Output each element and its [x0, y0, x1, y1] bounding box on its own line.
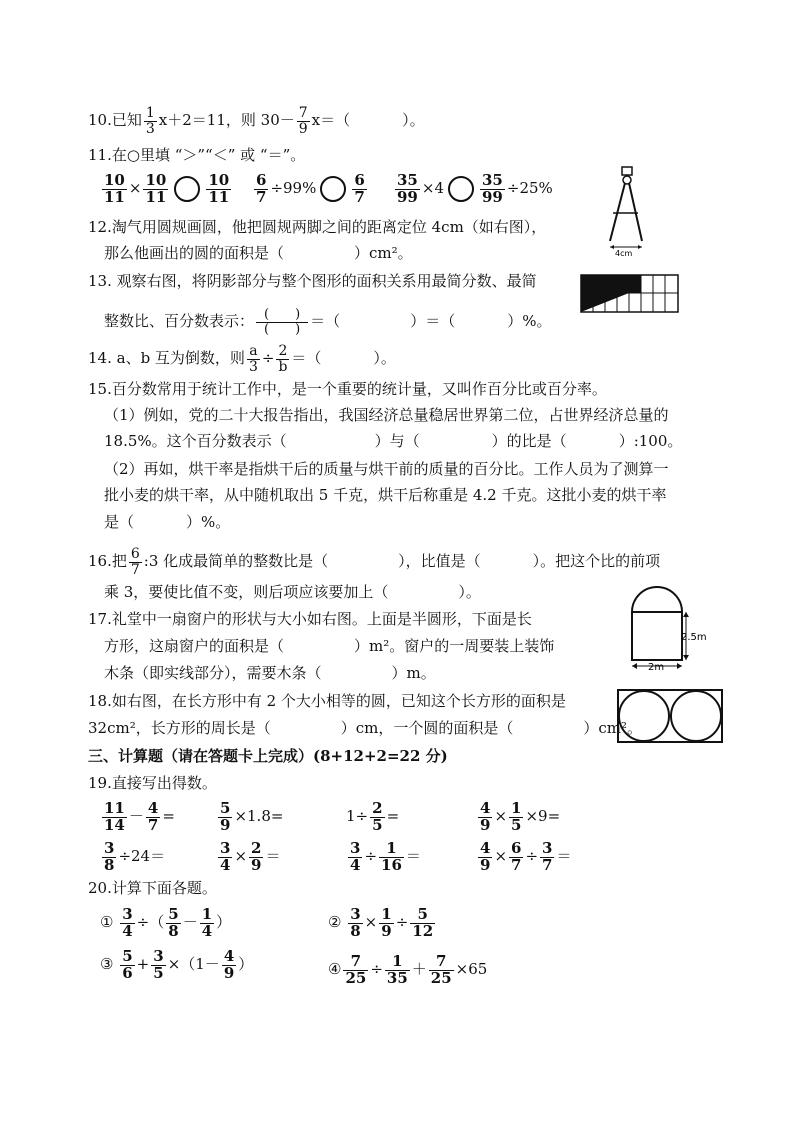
- q19-item: $\frac{3}{8}$ ÷24＝: [104, 838, 166, 874]
- question-18: 18.如右图，在长方形中有 2 个大小相等的圆，已知这个长方形的面积是: [88, 692, 566, 710]
- question-19: 19.直接写出得数。: [88, 774, 217, 792]
- q20-problem-4: ④ $\frac{7}{25}$ ÷ $\frac{1}{35}$ ＋ $\frac{7}{25}$ ×65: [328, 951, 488, 987]
- q19-item: $\frac{3}{4}$ × $\frac{2}{9}$ ＝: [220, 838, 281, 874]
- q19-item: $\frac{4}{9}$ × $\frac{6}{7}$ ÷ $\frac{3}{7}$ ＝: [480, 838, 572, 874]
- compare-circle[interactable]: [174, 176, 200, 202]
- question-14: 14. a、b 互为倒数，则 $\frac{a}{3}$ ÷ $\frac{2}{b}$ ＝（ ）。: [88, 342, 396, 375]
- q15-line2: （1）例如，党的二十大报告指出，我国经济总量稳居世界第二位，占世界经济总量的: [104, 406, 669, 424]
- q10-frac-1: $\frac{1}{3}$: [145, 105, 155, 137]
- question-16: 16.把 $\frac{6}{7}$ :3 化成最简单的整数比是（ ），比值是（ ）。把这个比的前项: [88, 545, 661, 578]
- q11-compare-a: $\frac{10}{11}$ × $\frac{10}{11}$ $\frac{10}{11}$: [104, 170, 230, 206]
- question-11: 11.在○里填 “＞”“＜” 或 “＝”。: [88, 146, 306, 164]
- q17-line3: 木条（即实线部分），需要木条（ ）m。: [104, 664, 436, 682]
- question-12: 12.淘气用圆规画圆，他把圆规两脚之间的距离定位 4cm（如右图），: [88, 218, 547, 236]
- q19-item: $\frac{3}{4}$ ÷ $\frac{1}{16}$ ＝: [350, 838, 421, 874]
- q11-compare-b: $\frac{6}{7}$ ÷99% $\frac{6}{7}$: [256, 170, 365, 206]
- q11-compare-c: $\frac{35}{99}$ ×4 $\frac{35}{99}$ ÷25%: [397, 170, 553, 206]
- q16-line2: 乘 3，要使比值不变，则后项应该要加上（ ）。: [104, 583, 481, 601]
- window-figure: [626, 582, 716, 678]
- q10-number: 10.: [88, 111, 112, 130]
- q15-line4: （2）再如，烘干率是指烘干后的质量与烘干前的质量的百分比。工作人员为了测算一: [104, 460, 669, 478]
- question-10: 10.已知 $\frac{1}{3}$ x＋2＝11，则 30－ $\frac{7}{9}$ x＝（ ）。: [88, 105, 425, 137]
- q20-problem-2: ② $\frac{3}{8}$ × $\frac{1}{9}$ ÷ $\frac{5}{12}$: [328, 904, 434, 940]
- q20-problem-1: ① $\frac{3}{4}$ ÷（ $\frac{5}{8}$ － $\frac{1}{4}$ ）: [100, 904, 232, 940]
- q17-line2: 方形，这扇窗户的面积是（ ）m²。窗户的一周要装上装饰: [104, 637, 555, 655]
- window-height-label: 2.5m: [681, 632, 707, 643]
- q19-item: $\frac{5}{9}$ ×1.8=: [220, 798, 284, 834]
- q19-item: 1÷ $\frac{2}{5}$ =: [346, 798, 400, 834]
- q20-problem-3: ③ $\frac{5}{6}$ + $\frac{3}{5}$ ×（1－ $\frac{4}{9}$ ）: [100, 946, 254, 982]
- compass-figure: [598, 163, 658, 258]
- compare-circle[interactable]: [320, 176, 346, 202]
- q15-line3: 18.5%。这个百分数表示（ ）与（ ）的比是（ ）:100。: [104, 432, 683, 450]
- question-17: 17.礼堂中一扇窗户的形状与大小如右图。上面是半圆形，下面是长: [88, 610, 532, 628]
- shaded-grid-figure: [580, 274, 680, 314]
- window-width-label: 2m: [648, 662, 665, 673]
- q19-item: $\frac{4}{9}$ × $\frac{1}{5}$ ×9=: [480, 798, 561, 834]
- q15-line6: 是（ ）%。: [104, 513, 231, 531]
- q15-line5: 批小麦的烘干率，从中随机取出 5 千克，烘干后称重是 4.2 千克。这批小麦的烘干率: [104, 486, 667, 504]
- two-circles-figure: [616, 688, 726, 744]
- q19-item: $\frac{11}{14}$ － $\frac{4}{7}$ =: [104, 798, 175, 834]
- q18-line2: 32cm²，长方形的周长是（ ）cm，一个圆的面积是（ ）cm²。: [88, 719, 643, 737]
- compare-circle[interactable]: [448, 176, 474, 202]
- question-15: 15.百分数常用于统计工作中，是一个重要的统计量，又叫作百分比或百分率。: [88, 380, 607, 398]
- q10-frac-2: $\frac{7}{9}$: [298, 105, 308, 137]
- section-3-title: 三、计算题（请在答题卡上完成）(8+12+2=22 分): [88, 747, 448, 765]
- question-13: 13. 观察右图，将阴影部分与整个图形的面积关系用最简分数、最简: [88, 272, 537, 290]
- question-20: 20.计算下面各题。: [88, 879, 217, 897]
- q12-line2: 那么他画出的圆的面积是（ ）cm²。: [104, 244, 413, 262]
- compass-label: 4cm: [615, 249, 633, 258]
- q13-line2: 整数比、百分数表示： $\frac{( )}{( )}$ ＝（ ）＝（ ）%。: [104, 306, 552, 337]
